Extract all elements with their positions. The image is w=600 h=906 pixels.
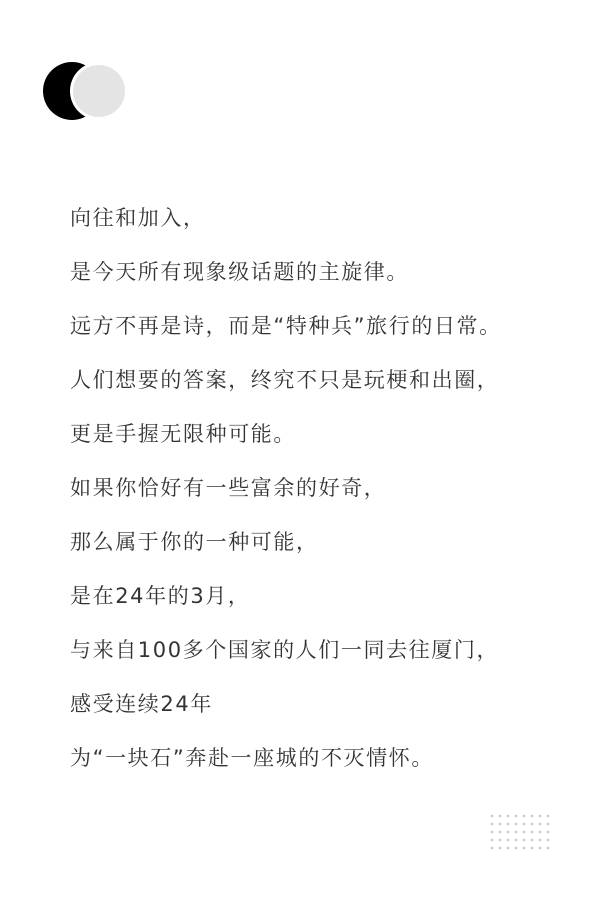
grid-dot xyxy=(507,839,510,842)
grid-dot xyxy=(507,823,510,826)
grid-dot xyxy=(539,831,542,834)
poem-line: 为“一块石”奔赴一座城的不灭情怀。 xyxy=(70,746,434,770)
grid-dot xyxy=(515,823,518,826)
grid-dot xyxy=(531,815,534,818)
grid-dot xyxy=(499,815,502,818)
grid-dot xyxy=(539,839,542,842)
poem-line: 那么属于你的一种可能， xyxy=(70,530,319,554)
grid-dot xyxy=(531,839,534,842)
poem-line: 是在24年的3月， xyxy=(70,584,251,608)
grid-dot xyxy=(523,823,526,826)
grid-dot xyxy=(531,831,534,834)
grid-dot xyxy=(547,823,550,826)
dot-grid-icon xyxy=(488,812,552,852)
grid-dot xyxy=(507,847,510,850)
poem-text xyxy=(70,196,570,790)
grid-dot xyxy=(491,847,494,850)
grid-dot xyxy=(547,847,550,850)
grid-dot xyxy=(547,831,550,834)
light-circle xyxy=(73,65,125,117)
grid-dot xyxy=(499,823,502,826)
grid-dot xyxy=(499,839,502,842)
grid-dot xyxy=(507,831,510,834)
grid-dot xyxy=(531,847,534,850)
grid-dot xyxy=(499,831,502,834)
poem-line: 感受连续24年 xyxy=(70,692,213,716)
grid-dot xyxy=(491,831,494,834)
grid-dot xyxy=(491,815,494,818)
grid-dot xyxy=(539,823,542,826)
grid-dot xyxy=(515,847,518,850)
grid-dot xyxy=(547,839,550,842)
grid-dot xyxy=(531,823,534,826)
grid-dot xyxy=(523,839,526,842)
grid-dot xyxy=(523,831,526,834)
poem-line: 人们想要的答案，终究不只是玩梗和出圈， xyxy=(70,368,500,392)
poem-line: 向往和加入， xyxy=(70,206,206,230)
poem-line: 更是手握无限种可能。 xyxy=(70,422,296,446)
grid-dot xyxy=(539,847,542,850)
grid-dot xyxy=(539,815,542,818)
grid-dot xyxy=(523,815,526,818)
grid-dot xyxy=(523,847,526,850)
grid-dot xyxy=(515,815,518,818)
poem-line: 如果你恰好有一些富余的好奇， xyxy=(70,476,387,500)
poem-line: 远方不再是诗，而是“特种兵”旅行的日常。 xyxy=(70,314,502,338)
grid-dot xyxy=(515,831,518,834)
poem-line: 是今天所有现象级话题的主旋律。 xyxy=(70,260,409,284)
grid-dot xyxy=(491,839,494,842)
grid-dot xyxy=(499,847,502,850)
grid-dot xyxy=(547,815,550,818)
grid-dot xyxy=(507,815,510,818)
grid-dot xyxy=(515,839,518,842)
grid-dot xyxy=(491,823,494,826)
poem-line: 与来自100多个国家的人们一同去往厦门， xyxy=(70,638,500,662)
crescent-moon-icon xyxy=(42,60,130,122)
